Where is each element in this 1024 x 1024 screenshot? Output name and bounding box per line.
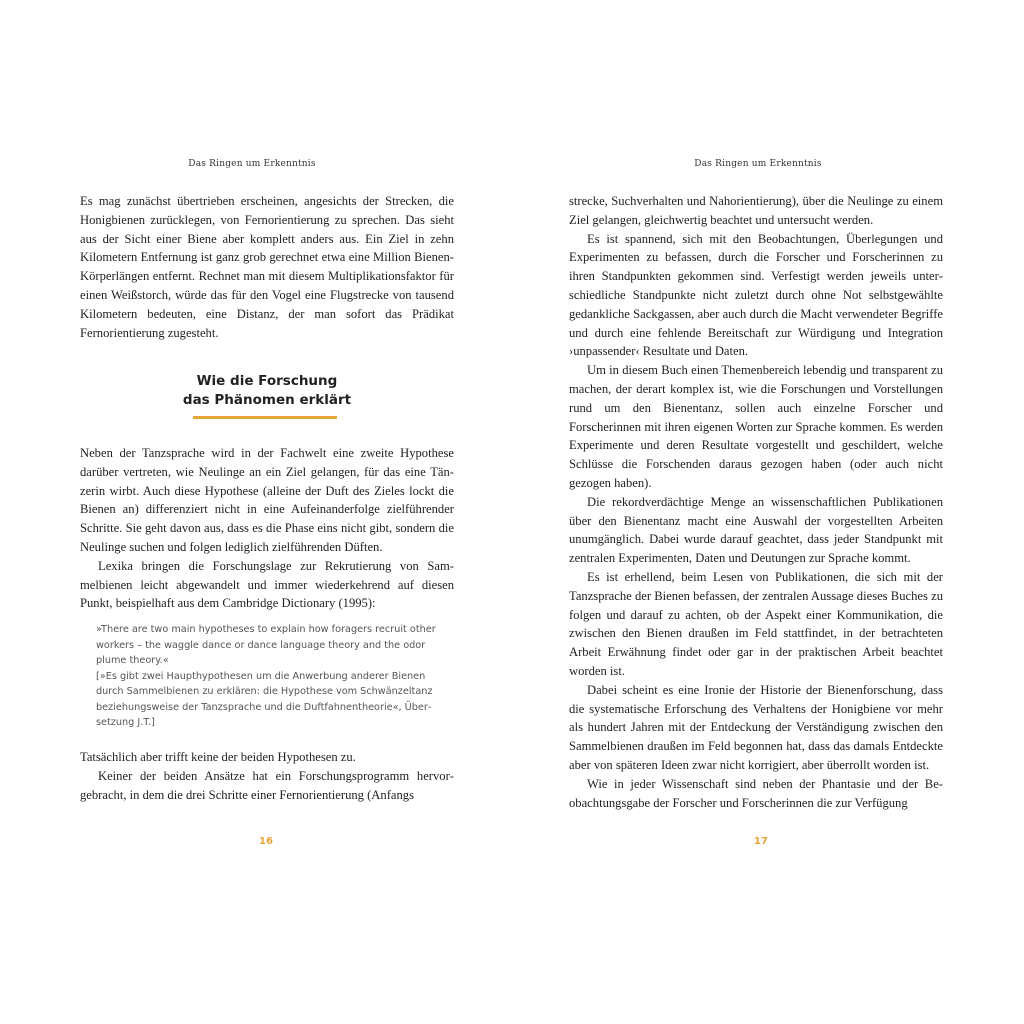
block-quote — [96, 622, 441, 731]
paragraph: Es ist erhellend, beim Lesen von Publikationen, die sich mit der Tanzsprache der Bienen befassen, der zentralen Aussage dieses Buches zu folgen und darauf zu achten, ob der Aspekt einer Kommunikation, die zwischen den Bienen draußen im Feld stattfindet, in der betrachteten Arbeit Erwähnung findet oder gar in der praktischen Arbeit beachtet worden ist. — [569, 569, 943, 678]
section-heading — [80, 372, 454, 410]
quote-original: »There are two main hypotheses to explain how foragers recruit other workers – the waggle dance or dance language theory and the odor plume theory.« — [96, 624, 436, 666]
paragraph: Tatsächlich aber trifft keine der beiden Hypothesen zu. — [80, 750, 356, 764]
running-head: Das Ringen um Erkenntnis — [694, 159, 822, 169]
paragraph: Dabei scheint es eine Ironie der Historie der Bienenforschung, dass die systematische Erforschung des Verhaltens der Honigbiene vor mehr als hundert Jahren mit der Entdeckung der Verständigung zwischen den Sammelbienen draußen im Feld begonnen hat, dass das damals Entdeckte aber von späteren Ideen zwar nicht korrigiert, aber überrollt worden ist. — [569, 682, 943, 772]
paragraph: Lexika bringen die Forschungslage zur Rekrutierung von Sammelbienen leicht abgewandelt und immer wiederkehrend auf diesen Punkt, beispielhaft aus dem Cambridge Dictionary (1995): — [80, 558, 454, 611]
quote-translation: [»Es gibt zwei Haupthypothesen um die Anwerbung anderer Bienen durch Sammelbienen zu erklären: die Hypothese vom Schwänzeltanz beziehungsweise der Tanzsprache und die Duftfahnentheorie«, Übersetzung J.T.] — [96, 670, 433, 728]
paragraph: Es ist spannend, sich mit den Beobachtungen, Überlegungen und Experimenten zu befassen, durch die Forscher und Forscherinnen zu ihren Standpunkten gekommen sind. Verfestigt werden jeweils unterschiedliche Standpunkte nicht zuletzt durch ohne Not selbstgewählte gedankliche Sackgassen, aber auch durch die Macht verwendeter Begriffe und durch eine fehlende Bereitschaft zur Würdigung und Integration ›unpassender‹ Resultate und Daten. — [569, 231, 943, 359]
body-text — [569, 192, 943, 812]
paragraph: Es mag zunächst übertrieben erscheinen, angesichts der Strecken, die Honigbienen zurücklegen, von Fernorientierung zu sprechen. Das sieht aus der Sicht einer Biene aber komplett anders aus. Ein Ziel in zehn Kilometern Entfernung ist ganz grob gerechnet etwa eine Million Bienen-Körperlängen entfernt. Rechnet man mit diesem Multiplikationsfaktor für einen Weißstorch, würde das für den Vogel eine Flugstrecke von tausend Kilometern bedeuten, eine Distanz, der man sofort das Prädikat Fernorientierung zugesteht. — [80, 194, 454, 340]
heading-underline — [193, 416, 337, 419]
paragraph: strecke, Suchverhalten und Nahorientierung), über die Neulinge zu einem Ziel gelangen, gleichwertig beachtet und untersucht werden. — [569, 194, 943, 227]
running-head: Das Ringen um Erkenntnis — [188, 159, 316, 169]
body-text-middle — [80, 444, 454, 613]
paragraph: Wie in jeder Wissenschaft sind neben der Phantasie und der Beobachtungsgabe der Forscher und Forscherinnen die zur Verfügung — [569, 776, 943, 810]
right-page — [512, 0, 1024, 1024]
paragraph: Um in diesem Buch einen Themenbereich lebendig und transparent zu machen, der derart komplex ist, wie die Forschungen und Vorstellungen rund um den Bienentanz, sollen auch einzelne Forscher und Forscherinnen mit ihren eigenen Worten zur Sprache kommen. Es werden Experimente und deren Resultate vorgestellt und geschildert, welche Schlüsse die Forschenden daraus gezogen haben (oder auch nicht gezogen haben). — [569, 363, 943, 490]
page-number: 16 — [259, 836, 273, 847]
paragraph: Keiner der beiden Ansätze hat ein Forschungsprogramm hervorgebracht, in dem die drei Schritte einer Fernorientierung (Anfangs — [80, 768, 454, 802]
body-text-bottom — [80, 748, 454, 804]
heading-line-2: das Phänomen erklärt — [182, 392, 352, 408]
body-text-top — [80, 192, 454, 342]
paragraph: Neben der Tanzsprache wird in der Fachwelt eine zweite Hypothese darüber vertreten, wie Neulinge an ein Ziel gelangen, für das eine Tänzerin wirbt. Auch diese Hypothese (alleine der Duft des Zieles lockt die Bienen an) differenziert nicht in eine Aufeinanderfolge zielführender Schritte. Sie geht davon aus, dass es die Phase eins nicht gibt, sondern die Neulinge suchen und folgen lediglich zielführenden Düften. — [80, 446, 454, 554]
page-number: 17 — [754, 836, 768, 847]
heading-line-1: Wie die Forschung — [196, 373, 338, 389]
paragraph: Die rekordverdächtige Menge an wissenschaftlichen Publikationen über den Bienentanz macht eine Auswahl der vorgestellten Arbeiten unumgänglich. Dabei wurde darauf geachtet, dass jeder Standpunkt mit zentralen Experimenten, Daten und Deutungen zur Sprache kommt. — [569, 494, 943, 566]
